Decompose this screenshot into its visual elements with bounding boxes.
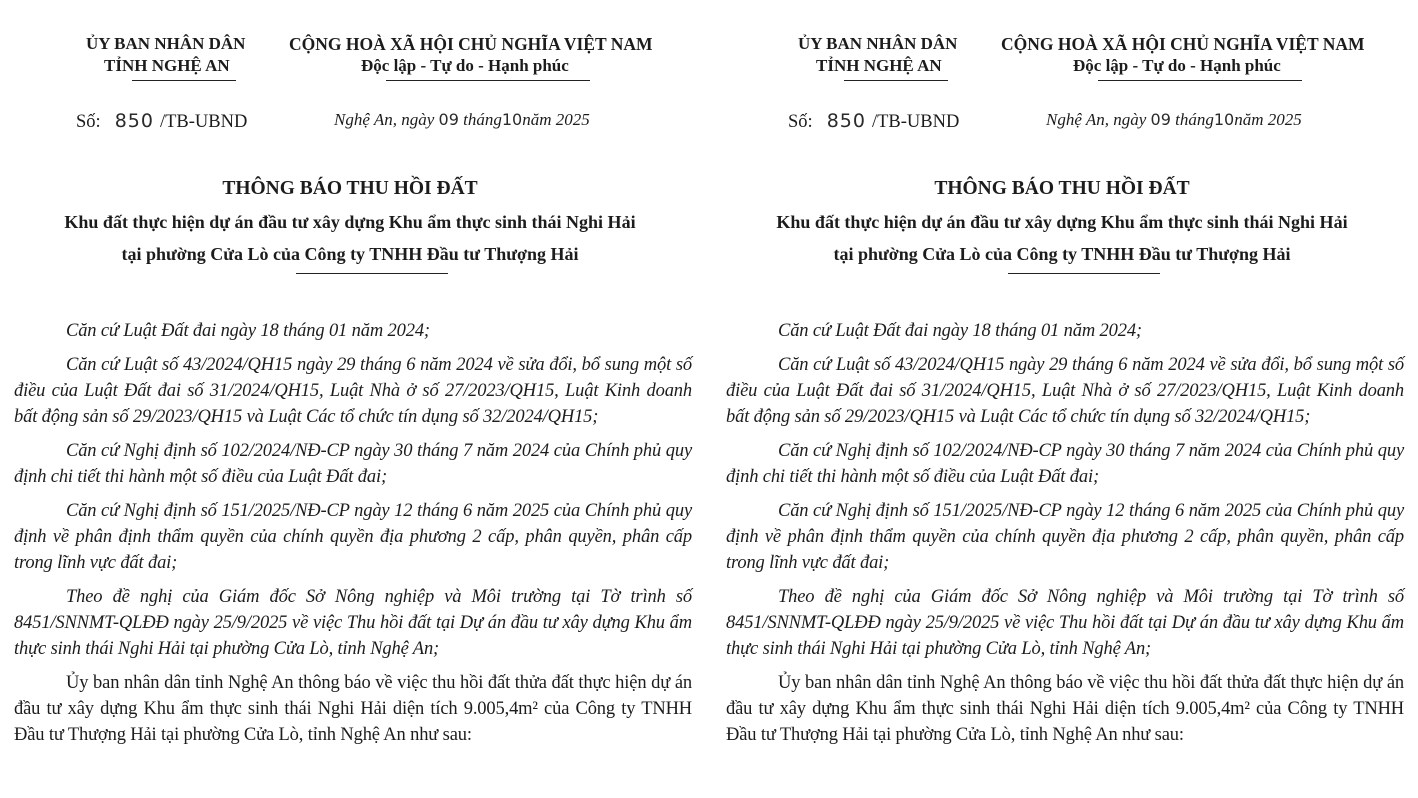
nation-line-1: CỘNG HOÀ XÃ HỘI CHỦ NGHĨA VIỆT NAM: [289, 34, 653, 54]
org-underline: [132, 80, 236, 81]
document-subtitle-line-1: Khu đất thực hiện dự án đầu tư xây dựng Khu ẩm thực sinh thái Nghi Hải: [64, 212, 636, 232]
nation-line-1: CỘNG HOÀ XÃ HỘI CHỦ NGHĨA VIỆT NAM: [1001, 34, 1365, 54]
title-underline: [296, 273, 448, 274]
date-month-label: tháng: [463, 110, 502, 129]
doc-no-number: 850: [114, 110, 154, 132]
document-number: [788, 110, 959, 133]
paragraph-announcement: Ủy ban nhân dân tỉnh Nghệ An thông báo về việc thu hồi đất thửa đất thực hiện dự án đầu tư xây dựng Khu ẩm thực sinh thái Nghi Hải diện tích 9.005,4m² của Công ty TNHH Đầu tư Thượng Hải tại phường Cửa Lò, tỉnh Nghệ An như sau:: [726, 673, 1404, 745]
document-date: [334, 110, 590, 130]
paragraph-announcement: Ủy ban nhân dân tỉnh Nghệ An thông báo về việc thu hồi đất thửa đất thực hiện dự án đầu tư xây dựng Khu ẩm thực sinh thái Nghi Hải diện tích 9.005,4m² của Công ty TNHH Đầu tư Thượng Hải tại phường Cửa Lò, tỉnh Nghệ An như sau:: [14, 673, 692, 745]
nation-underline: [386, 80, 590, 81]
paragraph-legal-basis-1: Căn cứ Luật Đất đai ngày 18 tháng 01 năm 2024;: [66, 321, 430, 341]
doc-no-suffix: /TB-UBND: [159, 112, 248, 132]
date-month: 10: [1213, 110, 1235, 129]
document-title: THÔNG BÁO THU HỒI ĐẤT: [222, 178, 478, 199]
org-line-1: ỦY BAN NHÂN DÂN: [86, 34, 246, 53]
paragraph-legal-basis-2: Căn cứ Luật số 43/2024/QH15 ngày 29 tháng 6 năm 2024 về sửa đổi, bổ sung một số điều của Luật Đất đai số 31/2024/QH15, Luật Nhà ở số 27/2023/QH15, Luật Kinh doanh bất động sản số 29/2023/QH15 và Luật Các tổ chức tín dụng số 32/2024/QH15;: [726, 355, 1404, 427]
date-month-label: tháng: [1175, 110, 1214, 129]
org-line-2: TỈNH NGHỆ AN: [816, 56, 942, 75]
org-line-1: ỦY BAN NHÂN DÂN: [798, 34, 958, 53]
nation-line-2: Độc lập - Tự do - Hạnh phúc: [1073, 56, 1281, 75]
date-year: năm 2025: [1234, 110, 1302, 129]
date-day: 09: [438, 110, 459, 129]
date-place: Nghệ An, ngày: [334, 110, 435, 129]
doc-no-label: Số:: [76, 112, 101, 132]
doc-no-suffix: /TB-UBND: [871, 112, 960, 132]
paragraph-legal-basis-1: Căn cứ Luật Đất đai ngày 18 tháng 01 năm 2024;: [778, 321, 1142, 341]
nation-line-2: Độc lập - Tự do - Hạnh phúc: [361, 56, 569, 75]
paragraph-proposal: Theo đề nghị của Giám đốc Sở Nông nghiệp và Môi trường tại Tờ trình số 8451/SNNMT-QLĐĐ ngày 25/9/2025 về việc Thu hồi đất tại Dự án đầu tư xây dựng Khu ẩm thực sinh thái Nghi Hải tại phường Cửa Lò, tỉnh Nghệ An;: [726, 587, 1404, 659]
document-subtitle-line-1: Khu đất thực hiện dự án đầu tư xây dựng Khu ẩm thực sinh thái Nghi Hải: [776, 212, 1348, 232]
paragraph-proposal: Theo đề nghị của Giám đốc Sở Nông nghiệp và Môi trường tại Tờ trình số 8451/SNNMT-QLĐĐ ngày 25/9/2025 về việc Thu hồi đất tại Dự án đầu tư xây dựng Khu ẩm thực sinh thái Nghi Hải tại phường Cửa Lò, tỉnh Nghệ An;: [14, 587, 692, 659]
title-underline: [1008, 273, 1160, 274]
date-place: Nghệ An, ngày: [1046, 110, 1147, 129]
document-body: [14, 318, 692, 756]
doc-no-label: Số:: [788, 112, 813, 132]
paragraph-legal-basis-4: Căn cứ Nghị định số 151/2025/NĐ-CP ngày 12 tháng 6 năm 2025 của Chính phủ quy định về phân định thẩm quyền của chính quyền địa phương 2 cấp, phân quyền, phân cấp trong lĩnh vực đất đai;: [726, 501, 1404, 573]
document-body: [726, 318, 1404, 756]
paragraph-legal-basis-3: Căn cứ Nghị định số 102/2024/NĐ-CP ngày 30 tháng 7 năm 2024 của Chính phủ quy định chi tiết thi hành một số điều của Luật Đất đai;: [726, 441, 1404, 487]
date-year: năm 2025: [522, 110, 590, 129]
org-underline: [844, 80, 948, 81]
doc-no-number: 850: [826, 110, 866, 132]
document-date: [1046, 110, 1302, 130]
date-month: 10: [501, 110, 523, 129]
date-day: 09: [1150, 110, 1171, 129]
document-title: THÔNG BÁO THU HỒI ĐẤT: [934, 178, 1190, 199]
document-subtitle-line-2: tại phường Cửa Lò của Công ty TNHH Đầu tư Thượng Hải: [121, 244, 579, 264]
document-page-right: [712, 0, 1412, 798]
document-subtitle-line-2: tại phường Cửa Lò của Công ty TNHH Đầu tư Thượng Hải: [833, 244, 1291, 264]
document-number: [76, 110, 247, 133]
paragraph-legal-basis-2: Căn cứ Luật số 43/2024/QH15 ngày 29 tháng 6 năm 2024 về sửa đổi, bổ sung một số điều của Luật Đất đai số 31/2024/QH15, Luật Nhà ở số 27/2023/QH15, Luật Kinh doanh bất động sản số 29/2023/QH15 và Luật Các tổ chức tín dụng số 32/2024/QH15;: [14, 355, 692, 427]
paragraph-legal-basis-3: Căn cứ Nghị định số 102/2024/NĐ-CP ngày 30 tháng 7 năm 2024 của Chính phủ quy định chi tiết thi hành một số điều của Luật Đất đai;: [14, 441, 692, 487]
org-line-2: TỈNH NGHỆ AN: [104, 56, 230, 75]
paragraph-legal-basis-4: Căn cứ Nghị định số 151/2025/NĐ-CP ngày 12 tháng 6 năm 2025 của Chính phủ quy định về phân định thẩm quyền của chính quyền địa phương 2 cấp, phân quyền, phân cấp trong lĩnh vực đất đai;: [14, 501, 692, 573]
document-page-left: [0, 0, 700, 798]
nation-underline: [1098, 80, 1302, 81]
